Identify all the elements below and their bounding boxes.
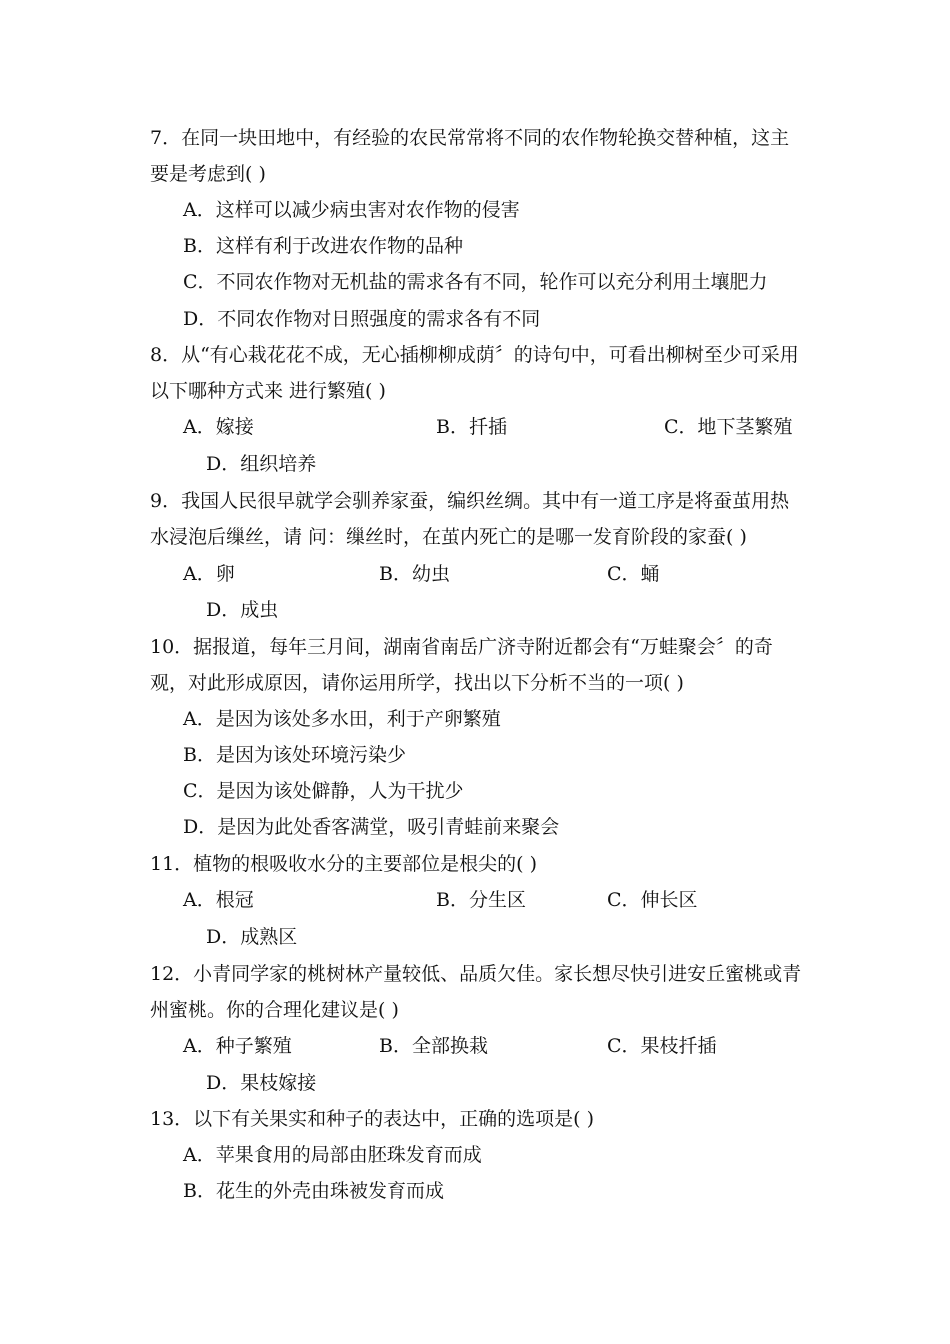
question-12-option-b: B．全部换栽 — [379, 1035, 488, 1057]
question-7-option-a: A．这样可以减少病虫害对农作物的侵害 — [183, 199, 520, 221]
question-13-option-a: A．苹果食用的局部由胚珠发育而成 — [183, 1144, 482, 1166]
question-13-option-b: B．花生的外壳由珠被发育而成 — [183, 1180, 444, 1202]
question-7-option-b: B．这样有利于改进农作物的品种 — [183, 235, 463, 257]
question-8-option-d: D．组织培养 — [206, 453, 317, 475]
question-8-line-2: 以下哪种方式来 进行繁殖( ) — [150, 380, 386, 402]
question-10-line-1: 10．据报道，每年三月间，湖南省南岳广济寺附近都会有“万蛙聚会〞的奇 — [150, 636, 773, 658]
question-9-option-c: C．蛹 — [607, 563, 660, 585]
question-7-option-c: C．不同农作物对无机盐的需求各有不同，轮作可以充分利用土壤肥力 — [183, 271, 768, 293]
question-8-option-a: A．嫁接 — [183, 416, 254, 438]
question-13-line-1: 13．以下有关果实和种子的表达中，正确的选项是( ) — [150, 1108, 595, 1130]
question-10-option-b: B．是因为该处环境污染少 — [183, 744, 406, 766]
question-12-option-a: A．种子繁殖 — [183, 1035, 292, 1057]
question-11-option-a: A．根冠 — [183, 889, 254, 911]
question-11-line-1: 11．植物的根吸收水分的主要部位是根尖的( ) — [150, 853, 538, 875]
question-8-line-1: 8．从“有心栽花花不成，无心插柳柳成荫〞的诗句中，可看出柳树至少可采用 — [150, 344, 799, 366]
question-7-line-1: 7．在同一块田地中，有经验的农民常常将不同的农作物轮换交替种植，这主 — [150, 127, 790, 149]
question-9-line-1: 9．我国人民很早就学会驯养家蚕，编织丝绸。其中有一道工序是将蚕茧用热 — [150, 490, 790, 512]
question-8-option-c: C．地下茎繁殖 — [664, 416, 793, 438]
question-10-option-a: A．是因为该处多水田，利于产卵繁殖 — [183, 708, 501, 730]
question-9-option-b: B．幼虫 — [379, 563, 450, 585]
question-12-line-2: 州蜜桃。你的合理化建议是( ) — [150, 999, 399, 1021]
question-9-option-a: A．卵 — [183, 563, 235, 585]
question-8-option-b: B．扦插 — [436, 416, 507, 438]
question-11-option-d: D．成熟区 — [206, 926, 298, 948]
question-10-line-2: 观，对此形成原因，请你运用所学，找出以下分析不当的一项( ) — [150, 672, 684, 694]
question-10-option-c: C．是因为该处僻静，人为干扰少 — [183, 780, 464, 802]
question-11-option-b: B．分生区 — [436, 889, 526, 911]
question-11-option-c: C．伸长区 — [607, 889, 698, 911]
question-12-option-c: C．果枝扦插 — [607, 1035, 717, 1057]
question-12-line-1: 12．小青同学家的桃树林产量较低、品质欠佳。家长想尽快引进安丘蜜桃或青 — [150, 963, 802, 985]
question-9-option-d: D．成虫 — [206, 599, 279, 621]
question-10-option-d: D．是因为此处香客满堂，吸引青蛙前来聚会 — [183, 816, 560, 838]
question-12-option-d: D．果枝嫁接 — [206, 1072, 317, 1094]
question-9-line-2: 水浸泡后缫丝，请 问：缫丝时，在茧内死亡的是哪一发育阶段的家蚕( ) — [150, 526, 747, 548]
question-7-line-2: 要是考虑到( ) — [150, 163, 266, 185]
question-7-option-d: D．不同农作物对日照强度的需求各有不同 — [183, 308, 541, 330]
